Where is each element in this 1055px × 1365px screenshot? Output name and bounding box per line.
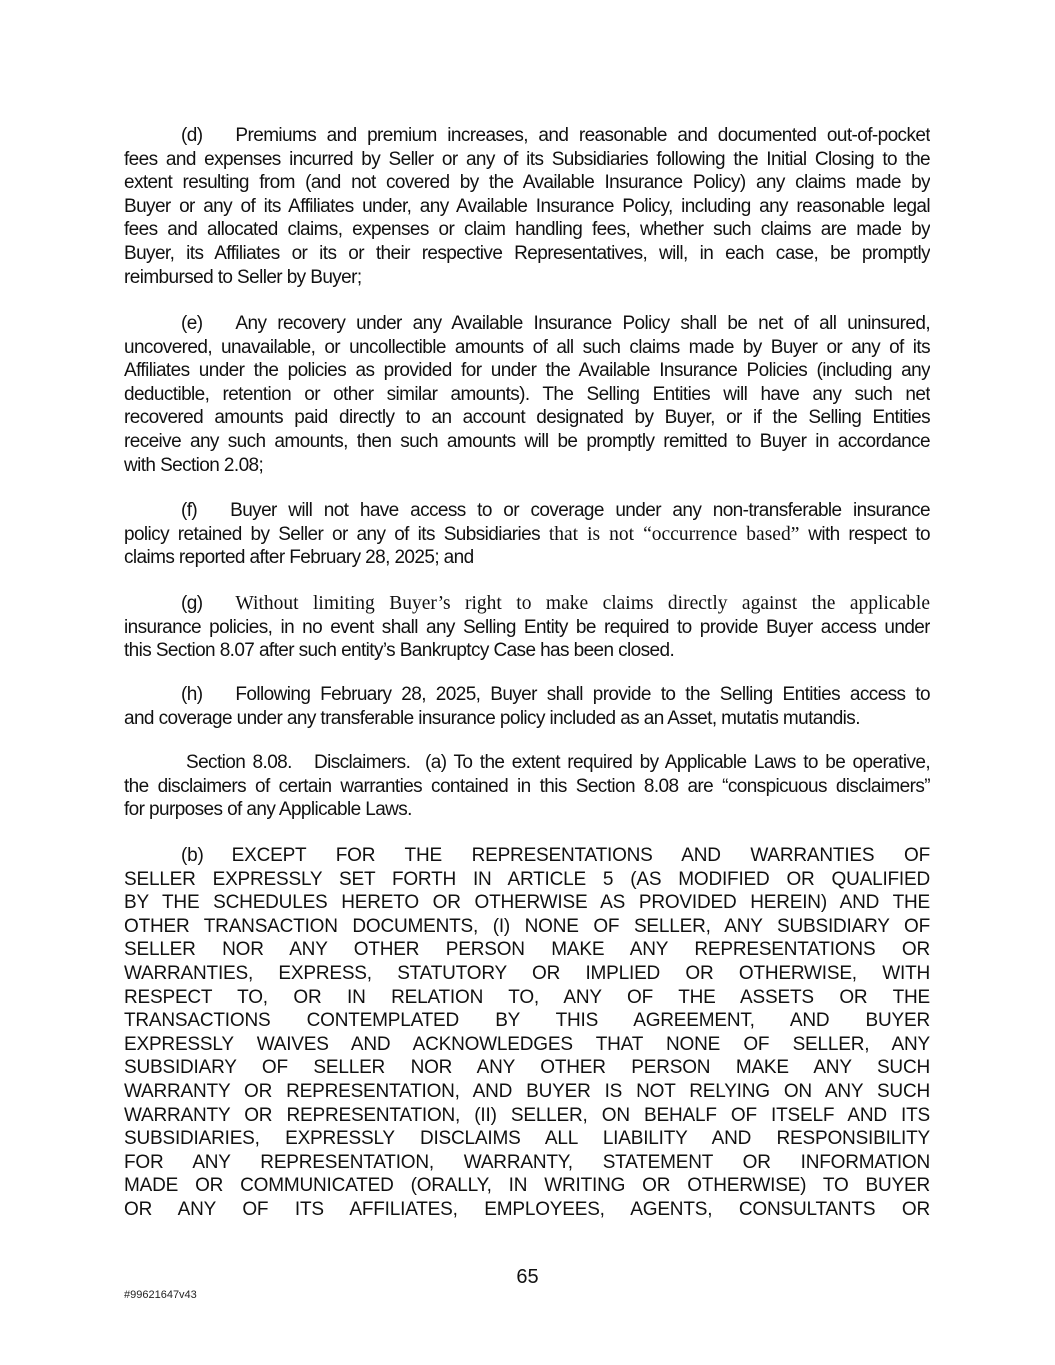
paragraph-d <box>124 124 930 289</box>
paragraph-g <box>124 592 930 663</box>
paragraph-label: (d) <box>181 125 203 146</box>
paragraph-e <box>124 312 930 477</box>
paragraph-label: (f) <box>181 500 198 521</box>
paragraph-label: (h) <box>181 684 203 705</box>
section-heading: Section 8.08. <box>186 752 292 773</box>
paragraph-line: (g) Without limiting Buyer’s right to make claims directly against the applicable <box>181 593 930 614</box>
paragraph-line: fees and allocated claims, expenses or claim handling fees, whether such claims are made by <box>124 219 930 241</box>
paragraph-line: fees and expenses incurred by Seller or any of its Subsidiaries following the Initial Closing to the <box>124 148 930 170</box>
paragraph-line: Section 8.08. Disclaimers. (a) To the extent required by Applicable Laws to be operative, <box>186 752 930 773</box>
paragraph-line: MADE OR COMMUNICATED (ORALLY, IN WRITING OR OTHERWISE) TO BUYER <box>124 1175 930 1197</box>
paragraph-f <box>124 499 930 570</box>
paragraph-line: (f) Buyer will not have access to or coverage under any non-transferable insurance <box>181 500 930 521</box>
paragraph-line: Buyer, its Affiliates or its or their respective Representatives, will, in each case, be promptly <box>124 242 930 264</box>
paragraph-line: with Section 2.08; <box>124 454 264 476</box>
paragraph-line: (e) Any recovery under any Available Insurance Policy shall be net of all uninsured, <box>181 313 930 334</box>
paragraph-line: Buyer or any of its Affiliates under, any Available Insurance Policy, including any reasonable legal <box>124 195 930 217</box>
paragraph-line: SELLER EXPRESSLY SET FORTH IN ARTICLE 5 (AS MODIFIED OR QUALIFIED <box>124 868 930 890</box>
paragraph-line: policy retained by Seller or any of its Subsidiaries that is not “occurrence based” with respect to <box>124 523 930 545</box>
paragraph-line: (h) Following February 28, 2025, Buyer shall provide to the Selling Entities access to <box>181 684 930 705</box>
paragraph-line: this Section 8.07 after such entity’s Bankruptcy Case has been closed. <box>124 640 675 662</box>
section-title: Disclaimers. <box>314 752 411 773</box>
paragraph-line: OR ANY OF ITS AFFILIATES, EMPLOYEES, AGENTS, CONSULTANTS OR <box>124 1198 930 1220</box>
paragraph-line: (d) Premiums and premium increases, and reasonable and documented out-of-pocket <box>181 125 930 146</box>
paragraph-line: reimbursed to Seller by Buyer; <box>124 266 362 288</box>
section-8-08 <box>124 751 930 822</box>
paragraph-line: WARRANTY OR REPRESENTATION, (II) SELLER, ON BEHALF OF ITSELF AND ITS <box>124 1104 930 1126</box>
paragraph-line: EXPRESSLY WAIVES AND ACKNOWLEDGES THAT NONE OF SELLER, ANY <box>124 1033 930 1055</box>
paragraph-label: (g) <box>181 593 203 614</box>
paragraph-line: WARRANTY OR REPRESENTATION, AND BUYER IS NOT RELYING ON ANY SUCH <box>124 1080 930 1102</box>
page-number: 65 <box>516 1266 539 1288</box>
paragraph-line: the disclaimers of certain warranties contained in this Section 8.08 are “conspicuous disclaimers” <box>124 775 930 797</box>
paragraph-h <box>124 683 930 730</box>
paragraph-line: OTHER TRANSACTION DOCUMENTS, (I) NONE OF SELLER, ANY SUBSIDIARY OF <box>124 915 930 937</box>
paragraph-line: deductible, retention or other similar amounts). The Selling Entities will have any such net <box>124 383 930 405</box>
paragraph-line: WARRANTIES, EXPRESS, STATUTORY OR IMPLIED OR OTHERWISE, WITH <box>124 962 930 984</box>
paragraph-line: (b) EXCEPT FOR THE REPRESENTATIONS AND WARRANTIES OF <box>181 845 930 866</box>
paragraph-line: extent resulting from (and not covered by the Available Insurance Policy) any claims made by <box>124 172 930 194</box>
paragraph-line: BY THE SCHEDULES HERETO OR OTHERWISE AS PROVIDED HEREIN) AND THE <box>124 892 930 914</box>
paragraph-line: for purposes of any Applicable Laws. <box>124 799 412 821</box>
paragraph-line: receive any such amounts, then such amounts will be promptly remitted to Buyer in accordance <box>124 430 930 452</box>
paragraph-line: RESPECT TO, OR IN RELATION TO, ANY OF THE ASSETS OR THE <box>124 986 930 1008</box>
paragraph-line: insurance policies, in no event shall any Selling Entity be required to provide Buyer access under <box>124 616 930 638</box>
paragraph-line: claims reported after February 28, 2025; and <box>124 547 474 569</box>
paragraph-line: and coverage under any transferable insurance policy included as an Asset, mutatis mutandis. <box>124 707 860 729</box>
paragraph-label: (b) <box>181 845 204 866</box>
paragraph-label: (e) <box>181 313 203 334</box>
paragraph-line: SUBSIDIARIES, EXPRESSLY DISCLAIMS ALL LIABILITY AND RESPONSIBILITY <box>124 1128 930 1150</box>
paragraph-line: recovered amounts paid directly to an account designated by Buyer, or if the Selling Entities <box>124 407 930 429</box>
paragraph-line: FOR ANY REPRESENTATION, WARRANTY, STATEMENT OR INFORMATION <box>124 1151 930 1173</box>
document-id: #99621647v43 <box>124 1289 197 1301</box>
paragraph-b <box>124 844 930 1222</box>
paragraph-line: Affiliates under the policies as provided for under the Available Insurance Policies (including any <box>124 360 930 382</box>
paragraph-line: TRANSACTIONS CONTEMPLATED BY THIS AGREEMENT, AND BUYER <box>124 1010 930 1032</box>
paragraph-line: SELLER NOR ANY OTHER PERSON MAKE ANY REPRESENTATIONS OR <box>124 939 930 961</box>
paragraph-line: SUBSIDIARY OF SELLER NOR ANY OTHER PERSON MAKE ANY SUCH <box>124 1057 930 1079</box>
paragraph-line: uncovered, unavailable, or uncollectible amounts of all such claims made by Buyer or any of its <box>124 336 930 358</box>
